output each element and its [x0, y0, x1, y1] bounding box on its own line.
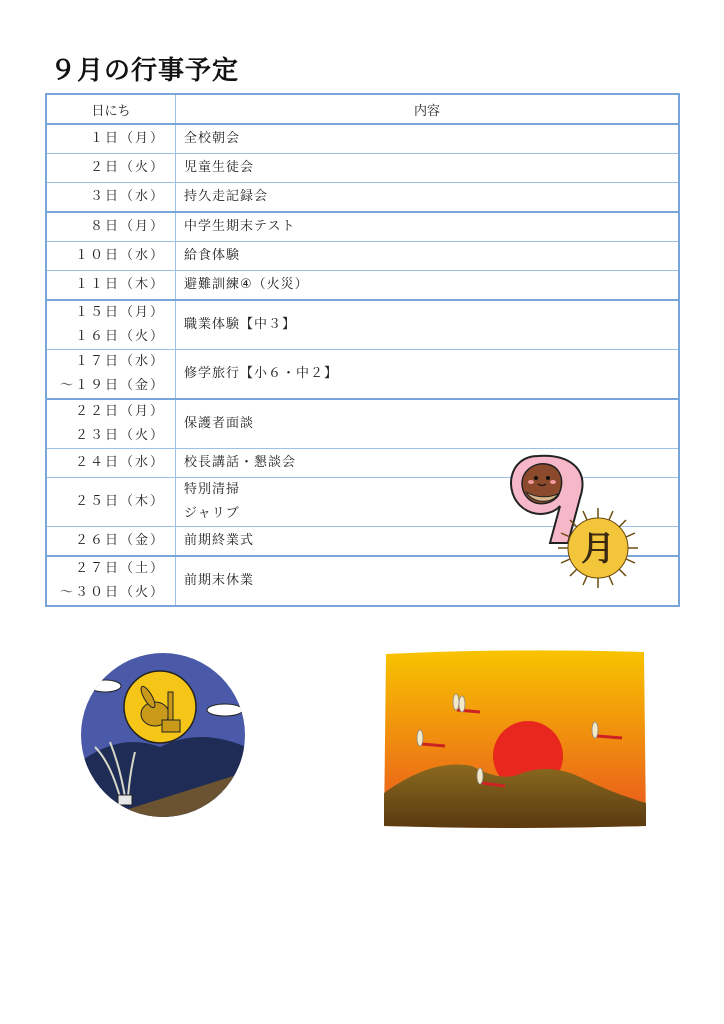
event-text: 保護者面談 — [184, 416, 255, 431]
date-cell — [46, 350, 176, 400]
date-text: １６日（火） — [74, 329, 165, 344]
date-cell — [46, 124, 176, 154]
event-text: 前期終業式 — [184, 533, 255, 548]
date-text: ２５日（木） — [74, 494, 165, 509]
date-cell — [46, 154, 176, 183]
event-cell — [176, 271, 680, 301]
date-text: ２７日（土） — [74, 561, 165, 576]
event-cell — [176, 124, 680, 154]
table-row — [46, 350, 679, 400]
event-text: 避難訓練④（火災） — [184, 277, 309, 292]
table-row — [46, 242, 679, 271]
table-row — [46, 300, 679, 350]
event-text: 特別清掃 — [184, 482, 241, 497]
event-cell — [176, 242, 680, 271]
date-text: ３日（水） — [89, 189, 165, 204]
table-row — [46, 154, 679, 183]
date-cell — [46, 212, 176, 242]
date-cell — [46, 183, 176, 213]
table-row — [46, 183, 679, 213]
table-row — [46, 212, 679, 242]
page-title: ９月の行事予定 — [50, 56, 240, 86]
sunset-dragonfly-illustration — [382, 648, 648, 830]
date-text: ～１９日（金） — [59, 378, 165, 393]
date-cell — [46, 242, 176, 271]
event-cell — [176, 399, 680, 449]
moon-viewing-illustration — [80, 652, 246, 818]
date-text: ２３日（火） — [74, 428, 165, 443]
chestnut-icon — [522, 464, 562, 504]
date-text: １７日（水） — [74, 354, 165, 369]
date-text: １日（月） — [89, 131, 165, 146]
event-text: 全校朝会 — [184, 131, 241, 146]
date-column-header: 日にち — [46, 94, 176, 124]
badge-month-text: 月 — [581, 529, 615, 569]
date-cell — [46, 556, 176, 606]
event-cell — [176, 154, 680, 183]
event-text: 持久走記録会 — [184, 189, 269, 204]
table-row — [46, 271, 679, 301]
event-text: 中学生期末テスト — [184, 219, 296, 234]
date-text: ～３０日（火） — [59, 585, 165, 600]
date-text: ８日（月） — [89, 219, 165, 234]
event-cell — [176, 350, 680, 400]
date-cell — [46, 527, 176, 557]
event-cell — [176, 300, 680, 350]
event-text: 校長講話・懇談会 — [184, 455, 297, 470]
date-cell — [46, 399, 176, 449]
event-text: 職業体験【中３】 — [184, 317, 297, 332]
event-text: 児童生徒会 — [184, 160, 255, 175]
event-cell — [176, 183, 680, 213]
event-text: 前期末休業 — [184, 573, 255, 588]
date-cell — [46, 449, 176, 478]
table-row — [46, 124, 679, 154]
date-text: ２２日（月） — [74, 404, 165, 419]
content-column-header: 内容 — [176, 94, 680, 124]
date-cell — [46, 478, 176, 527]
table-row — [46, 399, 679, 449]
table-header-row — [46, 94, 679, 124]
event-cell — [176, 212, 680, 242]
date-text: ２日（火） — [89, 160, 165, 175]
event-text: 修学旅行【小６・中２】 — [184, 366, 339, 381]
date-cell — [46, 271, 176, 301]
event-text: 給食体験 — [184, 248, 241, 263]
september-badge — [498, 448, 643, 590]
date-text: ２６日（金） — [74, 533, 165, 548]
date-text: ２４日（水） — [74, 455, 165, 470]
date-text: １０日（水） — [74, 248, 165, 263]
event-text: ジャリブ — [184, 506, 240, 521]
date-cell — [46, 300, 176, 350]
date-text: １５日（月） — [74, 305, 165, 320]
date-text: １１日（木） — [74, 277, 165, 292]
